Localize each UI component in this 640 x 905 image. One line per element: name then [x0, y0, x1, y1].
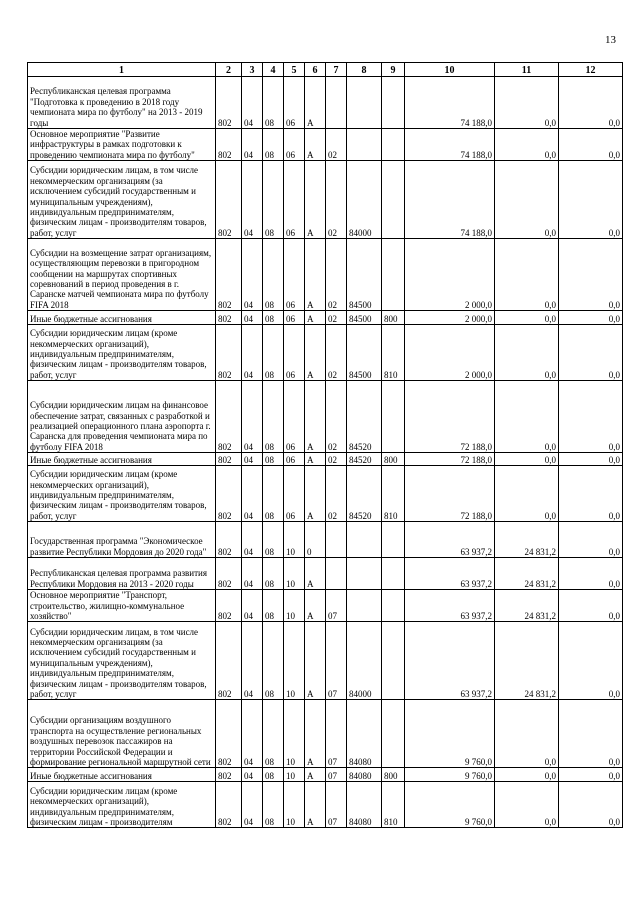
row-label: Основное мероприятие "Развитие инфраструктуры в рамках подготовки к проведению чемпионата мира по футболу": [30, 129, 195, 160]
cell-main-activity: 02: [326, 453, 347, 466]
cell-main-activity: 02: [326, 325, 347, 381]
cell-name: [28, 381, 216, 453]
cell-direction: 84080: [347, 782, 382, 828]
cell-subsection: 08: [263, 522, 284, 558]
cell-amount-3: 0,0: [559, 325, 623, 381]
cell-section: 04: [242, 77, 263, 129]
col-header-9: 9: [382, 63, 405, 77]
cell-amount-2: 24 831,2: [495, 522, 559, 558]
cell-subprogram: А: [305, 622, 326, 700]
row-label: Иные бюджетные ассигнования: [30, 313, 152, 324]
cell-name: [28, 522, 216, 558]
cell-ministry-code: 802: [216, 466, 242, 522]
cell-subsection: 08: [263, 129, 284, 161]
table-header-row: [28, 63, 623, 77]
cell-direction: 84080: [347, 700, 382, 768]
table-row: [28, 381, 623, 453]
cell-subsection: 08: [263, 77, 284, 129]
cell-amount-2: 0,0: [495, 239, 559, 311]
cell-amount-3: 0,0: [559, 782, 623, 828]
cell-main-activity: [326, 77, 347, 129]
cell-ministry-code: 802: [216, 590, 242, 622]
cell-name: [28, 768, 216, 782]
cell-section: 04: [242, 325, 263, 381]
cell-subsection: 08: [263, 311, 284, 325]
cell-expense-type: [382, 129, 405, 161]
cell-amount-1: 9 760,0: [405, 768, 495, 782]
col-header-11: 11: [495, 63, 559, 77]
cell-subprogram: А: [305, 768, 326, 782]
cell-name: [28, 700, 216, 768]
cell-main-activity: 07: [326, 700, 347, 768]
cell-program: 06: [284, 239, 305, 311]
cell-direction: [347, 558, 382, 590]
cell-subprogram: А: [305, 590, 326, 622]
cell-ministry-code: 802: [216, 768, 242, 782]
cell-amount-3: 0,0: [559, 129, 623, 161]
cell-amount-3: 0,0: [559, 522, 623, 558]
cell-ministry-code: 802: [216, 622, 242, 700]
table-row: [28, 311, 623, 325]
cell-section: 04: [242, 700, 263, 768]
cell-amount-2: 0,0: [495, 700, 559, 768]
cell-ministry-code: 802: [216, 77, 242, 129]
cell-subprogram: А: [305, 381, 326, 453]
cell-subsection: 08: [263, 381, 284, 453]
cell-program: 06: [284, 129, 305, 161]
col-header-8: 8: [347, 63, 382, 77]
cell-name: [28, 622, 216, 700]
cell-ministry-code: 802: [216, 782, 242, 828]
row-label: Субсидии юридическим лицам, в том числе некоммерческим организациям (за исключением субсидий государственным и муниципальным учреждениям), индивидуальным предпринимателям, физическим лицам - производителям товаров, работ, услуг: [30, 165, 207, 238]
cell-program: 10: [284, 782, 305, 828]
cell-amount-3: 0,0: [559, 622, 623, 700]
cell-expense-type: [382, 381, 405, 453]
cell-expense-type: 810: [382, 466, 405, 522]
cell-amount-2: 24 831,2: [495, 590, 559, 622]
cell-expense-type: 800: [382, 768, 405, 782]
cell-subprogram: А: [305, 466, 326, 522]
cell-amount-2: 0,0: [495, 311, 559, 325]
cell-main-activity: 02: [326, 381, 347, 453]
cell-amount-1: 2 000,0: [405, 311, 495, 325]
col-header-4: 4: [263, 63, 284, 77]
cell-name: [28, 782, 216, 828]
cell-subsection: 08: [263, 782, 284, 828]
cell-name: [28, 325, 216, 381]
cell-subprogram: 0: [305, 522, 326, 558]
cell-direction: 84000: [347, 161, 382, 239]
cell-subprogram: А: [305, 239, 326, 311]
row-label: Иные бюджетные ассигнования: [30, 454, 152, 465]
cell-amount-1: 63 937,2: [405, 558, 495, 590]
cell-amount-3: 0,0: [559, 590, 623, 622]
cell-subprogram: А: [305, 311, 326, 325]
cell-section: 04: [242, 453, 263, 466]
cell-amount-1: 74 188,0: [405, 129, 495, 161]
cell-amount-1: 2 000,0: [405, 325, 495, 381]
table-row: [28, 700, 623, 768]
table-row: [28, 590, 623, 622]
row-label: Субсидии юридическим лицам, в том числе некоммерческим организациям (за исключением субсидий государственным и муниципальным учреждениям), индивидуальным предпринимателям, физическим лицам - производителям товаров, работ, услуг: [30, 626, 207, 700]
row-label: Республиканская целевая программа "Подготовка к проведению в 2018 году чемпионата мира по футболу" на 2013 - 2019 годы: [30, 86, 203, 128]
row-label: Республиканская целевая программа развития Республики Мордовия на 2013 - 2020 годы: [30, 568, 208, 589]
cell-section: 04: [242, 381, 263, 453]
cell-program: 10: [284, 700, 305, 768]
cell-main-activity: 07: [326, 768, 347, 782]
row-label: Субсидии юридическим лицам (кроме некоммерческих организаций), индивидуальным предпринимателям, физическим лицам - производителям товаров, работ, услуг: [30, 328, 207, 380]
cell-subprogram: А: [305, 161, 326, 239]
cell-expense-type: [382, 239, 405, 311]
cell-amount-3: 0,0: [559, 700, 623, 768]
cell-amount-2: 0,0: [495, 381, 559, 453]
cell-main-activity: 07: [326, 590, 347, 622]
cell-amount-1: 9 760,0: [405, 782, 495, 828]
cell-name: [28, 161, 216, 239]
cell-direction: 84520: [347, 453, 382, 466]
cell-expense-type: [382, 558, 405, 590]
cell-amount-1: 2 000,0: [405, 239, 495, 311]
cell-direction: [347, 77, 382, 129]
cell-main-activity: [326, 558, 347, 590]
table-row: [28, 77, 623, 129]
cell-amount-1: 63 937,2: [405, 590, 495, 622]
cell-amount-1: 72 188,0: [405, 453, 495, 466]
cell-amount-3: 0,0: [559, 239, 623, 311]
row-label: Субсидии организациям воздушного транспорта на осуществление региональных воздушных перевозок пассажиров на территории Российской Федерации и формирование региональной маршрутной сети: [30, 715, 211, 768]
cell-section: 04: [242, 522, 263, 558]
cell-ministry-code: 802: [216, 381, 242, 453]
cell-name: [28, 453, 216, 466]
cell-program: 10: [284, 558, 305, 590]
cell-expense-type: 810: [382, 325, 405, 381]
cell-expense-type: 800: [382, 311, 405, 325]
row-label: Субсидии юридическим лицам на финансовое обеспечение затрат, связанных с разработкой и реализацией операционного плана аэропорта г. Саранска для проведения чемпионата мира по футболу FIFA 2018: [30, 400, 211, 452]
cell-amount-2: 0,0: [495, 453, 559, 466]
col-header-3: 3: [242, 63, 263, 77]
cell-main-activity: 07: [326, 622, 347, 700]
cell-amount-3: 0,0: [559, 558, 623, 590]
col-header-1: 1: [28, 63, 216, 77]
cell-ministry-code: 802: [216, 325, 242, 381]
cell-direction: [347, 590, 382, 622]
table-row: [28, 453, 623, 466]
cell-direction: 84500: [347, 325, 382, 381]
col-header-7: 7: [326, 63, 347, 77]
cell-name: [28, 129, 216, 161]
cell-amount-2: 0,0: [495, 77, 559, 129]
cell-section: 04: [242, 622, 263, 700]
col-header-5: 5: [284, 63, 305, 77]
cell-main-activity: 02: [326, 466, 347, 522]
cell-amount-2: 0,0: [495, 782, 559, 828]
cell-section: 04: [242, 161, 263, 239]
row-label: Субсидии юридическим лицам (кроме некоммерческих организаций), индивидуальным предпринимателям, физическим лицам - производителям товаров, работ, услуг: [30, 469, 207, 521]
cell-expense-type: 800: [382, 453, 405, 466]
cell-amount-3: 0,0: [559, 311, 623, 325]
cell-subprogram: А: [305, 558, 326, 590]
cell-name: [28, 466, 216, 522]
cell-subprogram: А: [305, 700, 326, 768]
cell-ministry-code: 802: [216, 161, 242, 239]
cell-subsection: 08: [263, 590, 284, 622]
col-header-2: 2: [216, 63, 242, 77]
cell-program: 06: [284, 77, 305, 129]
cell-subsection: 08: [263, 768, 284, 782]
cell-name: [28, 239, 216, 311]
cell-expense-type: [382, 161, 405, 239]
cell-amount-2: 0,0: [495, 466, 559, 522]
cell-section: 04: [242, 239, 263, 311]
cell-main-activity: 02: [326, 161, 347, 239]
cell-program: 06: [284, 453, 305, 466]
row-label: Иные бюджетные ассигнования: [30, 771, 152, 782]
cell-ministry-code: 802: [216, 558, 242, 590]
cell-amount-2: 0,0: [495, 325, 559, 381]
cell-program: 06: [284, 161, 305, 239]
cell-program: 06: [284, 311, 305, 325]
cell-section: 04: [242, 558, 263, 590]
cell-subsection: 08: [263, 325, 284, 381]
cell-expense-type: [382, 700, 405, 768]
cell-ministry-code: 802: [216, 522, 242, 558]
cell-ministry-code: 802: [216, 311, 242, 325]
cell-expense-type: [382, 77, 405, 129]
cell-subprogram: А: [305, 129, 326, 161]
cell-subsection: 08: [263, 622, 284, 700]
col-header-12: 12: [559, 63, 623, 77]
cell-name: [28, 558, 216, 590]
cell-section: 04: [242, 129, 263, 161]
table-row: [28, 782, 623, 828]
table-row: [28, 622, 623, 700]
cell-subprogram: А: [305, 77, 326, 129]
cell-section: 04: [242, 311, 263, 325]
table-row: [28, 768, 623, 782]
cell-ministry-code: 802: [216, 239, 242, 311]
cell-main-activity: 07: [326, 782, 347, 828]
cell-amount-3: 0,0: [559, 768, 623, 782]
table-row: [28, 161, 623, 239]
cell-section: 04: [242, 590, 263, 622]
table-row: [28, 239, 623, 311]
row-label: Субсидии юридическим лицам (кроме некоммерческих организаций), индивидуальным предпринимателям, физическим лицам - производителям: [30, 785, 178, 828]
cell-amount-1: 63 937,2: [405, 522, 495, 558]
cell-ministry-code: 802: [216, 700, 242, 768]
cell-main-activity: 02: [326, 129, 347, 161]
cell-section: 04: [242, 782, 263, 828]
cell-name: [28, 311, 216, 325]
cell-program: 06: [284, 466, 305, 522]
cell-ministry-code: 802: [216, 129, 242, 161]
cell-subsection: 08: [263, 239, 284, 311]
table-row: [28, 466, 623, 522]
col-header-10: 10: [405, 63, 495, 77]
cell-expense-type: [382, 590, 405, 622]
cell-amount-1: 74 188,0: [405, 77, 495, 129]
cell-direction: 84000: [347, 622, 382, 700]
cell-amount-1: 63 937,2: [405, 622, 495, 700]
cell-program: 10: [284, 622, 305, 700]
cell-subsection: 08: [263, 161, 284, 239]
cell-name: [28, 590, 216, 622]
cell-program: 10: [284, 522, 305, 558]
cell-section: 04: [242, 768, 263, 782]
cell-amount-1: 72 188,0: [405, 381, 495, 453]
cell-amount-3: 0,0: [559, 77, 623, 129]
cell-main-activity: 02: [326, 239, 347, 311]
cell-amount-2: 24 831,2: [495, 622, 559, 700]
cell-amount-2: 24 831,2: [495, 558, 559, 590]
cell-amount-2: 0,0: [495, 161, 559, 239]
cell-direction: 84520: [347, 466, 382, 522]
cell-direction: 84520: [347, 381, 382, 453]
cell-subsection: 08: [263, 453, 284, 466]
table-row: [28, 129, 623, 161]
table-row: [28, 558, 623, 590]
cell-amount-3: 0,0: [559, 466, 623, 522]
table-body: [28, 77, 623, 828]
cell-ministry-code: 802: [216, 453, 242, 466]
cell-amount-1: 9 760,0: [405, 700, 495, 768]
row-label: Субсидии на возмещение затрат организациям, осуществляющим перевозки в пригородном сообщении на маршрутах спортивных соревнований в период проведения в г. Саранске матчей чемпионата мира по футболу FIFA 2018: [30, 247, 212, 310]
cell-program: 06: [284, 381, 305, 453]
col-header-6: 6: [305, 63, 326, 77]
cell-program: 10: [284, 768, 305, 782]
cell-amount-2: 0,0: [495, 768, 559, 782]
cell-main-activity: [326, 522, 347, 558]
cell-direction: [347, 522, 382, 558]
cell-subsection: 08: [263, 466, 284, 522]
cell-subprogram: А: [305, 782, 326, 828]
cell-subsection: 08: [263, 700, 284, 768]
budget-table: [27, 62, 623, 828]
table-row: [28, 325, 623, 381]
cell-direction: 84500: [347, 311, 382, 325]
cell-subprogram: А: [305, 453, 326, 466]
cell-direction: [347, 129, 382, 161]
cell-amount-3: 0,0: [559, 381, 623, 453]
cell-main-activity: 02: [326, 311, 347, 325]
cell-amount-3: 0,0: [559, 161, 623, 239]
cell-subprogram: А: [305, 325, 326, 381]
cell-expense-type: [382, 522, 405, 558]
table-row: [28, 522, 623, 558]
cell-amount-2: 0,0: [495, 129, 559, 161]
cell-name: [28, 77, 216, 129]
row-label: Основное мероприятие "Транспорт, строительство, жилищно-коммунальное хозяйство": [30, 590, 185, 622]
cell-direction: 84500: [347, 239, 382, 311]
cell-section: 04: [242, 466, 263, 522]
cell-program: 10: [284, 590, 305, 622]
cell-amount-1: 72 188,0: [405, 466, 495, 522]
cell-subsection: 08: [263, 558, 284, 590]
page-number: 13: [605, 34, 616, 46]
cell-program: 06: [284, 325, 305, 381]
cell-direction: 84080: [347, 768, 382, 782]
row-label: Государственная программа "Экономическое развитие Республики Мордовия до 2020 года": [30, 536, 207, 557]
cell-amount-3: 0,0: [559, 453, 623, 466]
cell-amount-1: 74 188,0: [405, 161, 495, 239]
cell-expense-type: [382, 622, 405, 700]
cell-expense-type: 810: [382, 782, 405, 828]
